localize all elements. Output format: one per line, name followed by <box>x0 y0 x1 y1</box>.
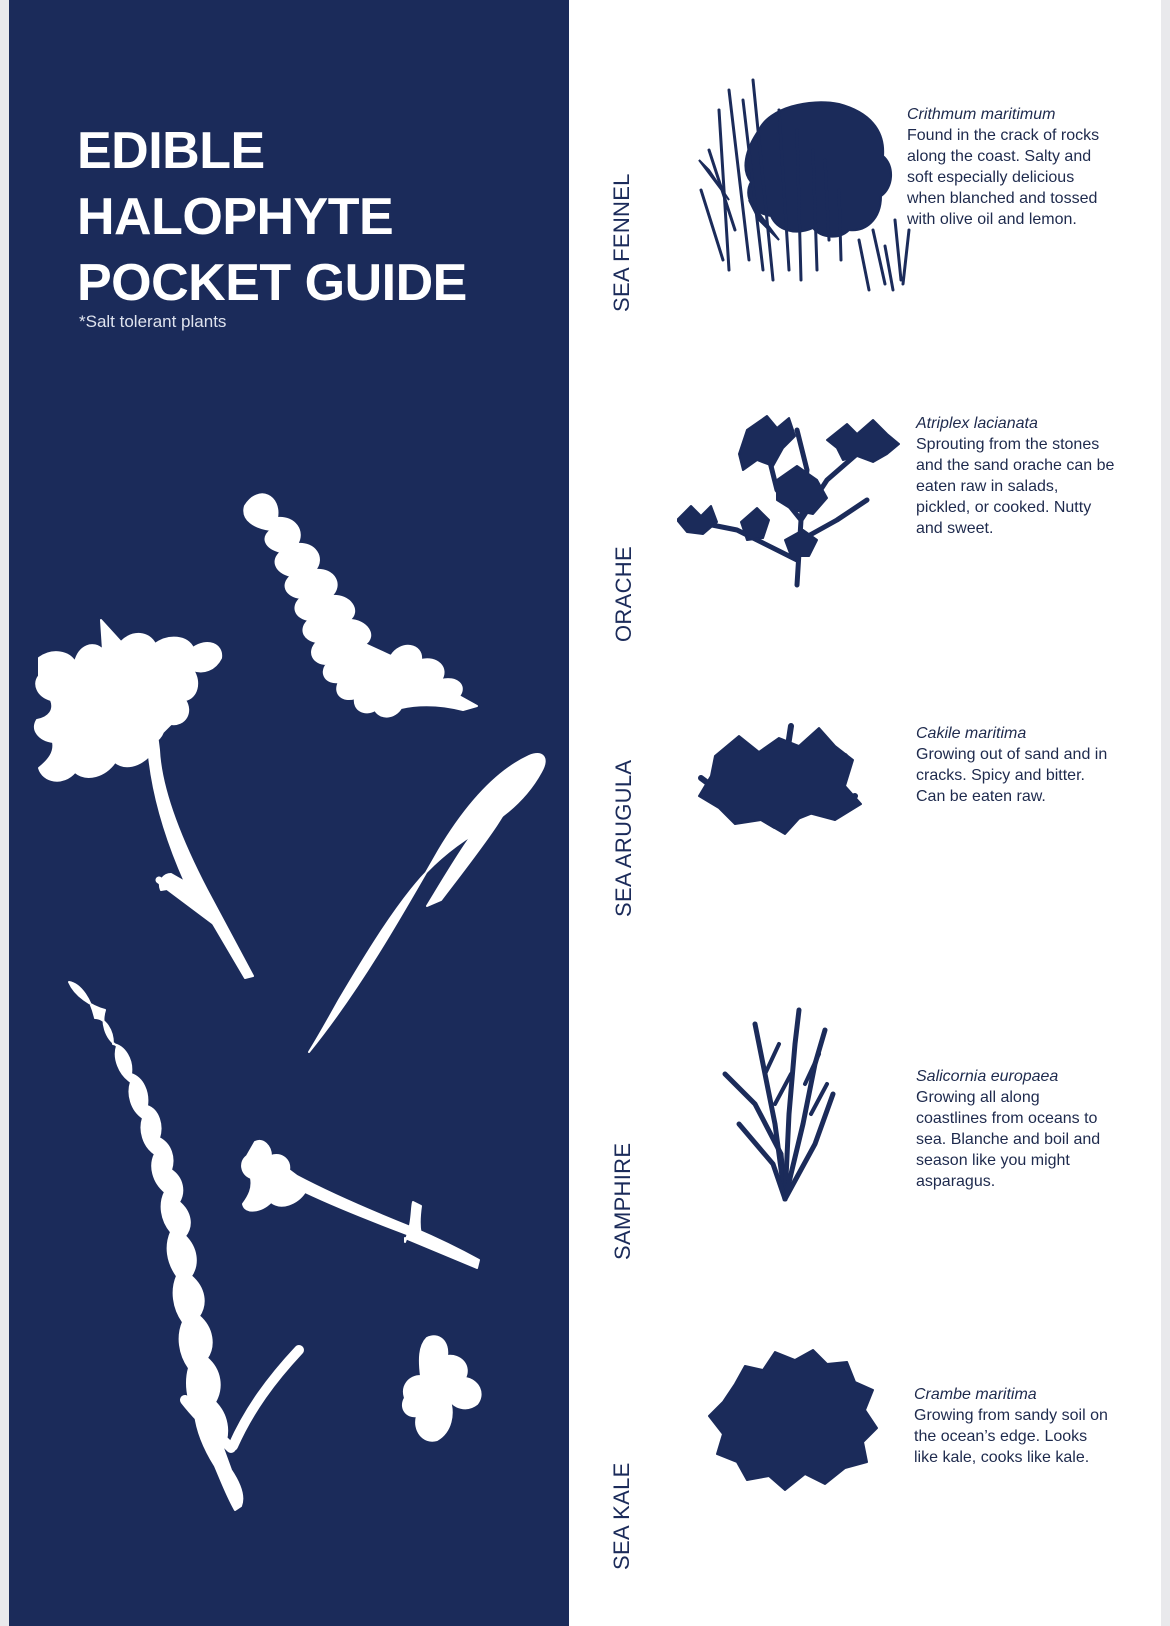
plant-name-orache: ORACHE <box>611 546 636 642</box>
plant-name-sea-kale: SEA KALE <box>609 1462 634 1570</box>
plant-description-sea-fennel <box>907 104 1107 230</box>
orache-icon <box>677 410 917 590</box>
plant-description-text: Growing all along coastlines from oceans to sea. Blanche and boil and season like you might asparagus. <box>916 1089 1101 1190</box>
sea-arugula-icon <box>695 716 865 836</box>
plant-latin-name: Salicornia europaea <box>916 1068 1059 1085</box>
small-flower-silhouette <box>403 1336 481 1440</box>
oak-leaf-silhouette <box>244 494 477 716</box>
plant-name-sea-arugula: SEA ARUGULA <box>611 759 636 917</box>
plant-latin-name: Crithmum maritimum <box>907 106 1056 123</box>
sea-fennel-icon <box>689 70 939 300</box>
plant-latin-name: Crambe maritima <box>914 1386 1037 1403</box>
samphire-icon <box>715 1004 845 1204</box>
guide-title <box>77 118 467 316</box>
sprig-silhouette <box>242 1141 479 1268</box>
plant-description-sea-arugula <box>916 723 1116 807</box>
guide-subtitle: *Salt tolerant plants <box>79 312 227 331</box>
plant-description-orache <box>916 413 1116 539</box>
plant-silhouettes-illustration <box>9 470 569 1626</box>
plant-latin-name: Cakile maritima <box>916 725 1027 742</box>
plant-description-text: Growing out of sand and in cracks. Spicy and bitter. Can be eaten raw. <box>916 746 1108 805</box>
title-line: HALOPHYTE <box>77 188 394 246</box>
plant-name-sea-fennel: SEA FENNEL <box>609 173 634 312</box>
plant-description-text: Found in the crack of rocks along the coast. Salty and soft especially delicious when blanched and tossed with olive oil and lemon. <box>907 127 1100 228</box>
orache-silhouette <box>35 620 253 978</box>
plant-description-text: Sprouting from the stones and the sand orache can be eaten raw in salads, pickled, or cooked. Nutty and sweet. <box>916 436 1115 537</box>
plant-name-samphire: SAMPHIRE <box>610 1142 635 1260</box>
guide-page <box>9 0 1161 1626</box>
plant-description-samphire <box>916 1066 1106 1192</box>
cover-panel <box>9 0 569 1626</box>
title-line: EDIBLE <box>77 122 265 180</box>
plant-latin-name: Atriplex lacianata <box>916 415 1038 432</box>
sea-kale-icon <box>705 1344 885 1494</box>
plant-description-sea-kale <box>914 1384 1114 1468</box>
plant-description-text: Growing from sandy soil on the ocean’s edge. Looks like kale, cooks like kale. <box>914 1407 1108 1466</box>
title-line: POCKET GUIDE <box>77 254 467 312</box>
